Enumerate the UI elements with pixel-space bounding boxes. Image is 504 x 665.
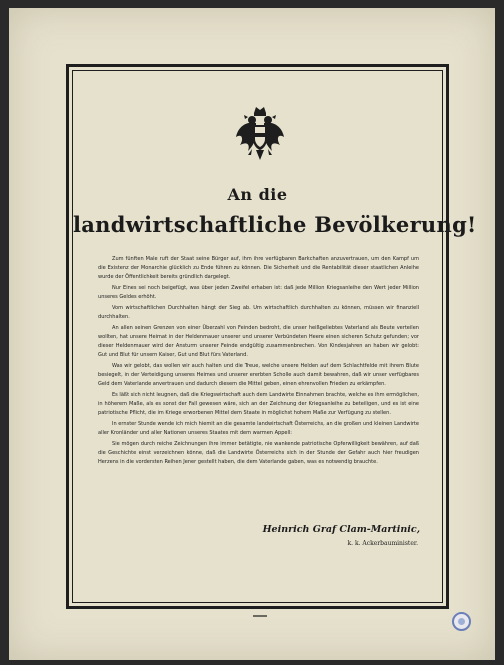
paragraph-2: Nur Eines sei noch beigefügt, was über jeden Zweifel erhaben ist: daß jede Million Kriegsanleihe den Wert jeder Million unseres Geldes erhöht.: [98, 285, 419, 300]
poster-title-line2: landwirtschaftliche Bevölkerung!: [73, 212, 477, 237]
library-stamp-icon: [452, 612, 471, 631]
paragraph-1: Zum fünften Male ruft der Staat seine Bürger auf, ihm ihre verfügbaren Barkchaften anzuvertrauen, um den Kampf um die Existenz der Monarchie glücklich zu Ende führen zu können. Die Sicherheit und die Rentabilität dieser staatlichen Anleihe wurde der Öffentlichkeit bereits gründlich dargelegt.: [98, 256, 419, 280]
printer-mark: [253, 615, 267, 617]
poster-inner-frame: [72, 70, 477, 603]
poster-body-text: [98, 255, 419, 469]
poster-title-line1: An die: [227, 185, 288, 204]
paragraph-5: Was wir gelobt, das wollen wir auch halten und die Treue, welche unsere Helden auf dem Schlachtfelde mit ihrem Blute besiegelt, in der Verteidigung unseres Heimes und unserer ererbten Scholle auch damit bewahren, daß wir unser verfügbares Geld dem Vaterlande anvertrauen und dadurch diesem die Mittel geben, einen ehrenvollen Frieden zu erkämpfen.: [98, 363, 419, 387]
signature-role: k. k. Ackerbauminister.: [347, 540, 418, 547]
poster-border-frame: [66, 64, 477, 609]
poster-sheet: [9, 8, 495, 660]
paragraph-8: Sie mögen durch reiche Zeichnungen ihre immer betätigte, nie wankende patriotische Opferwilligkeit bewähren, auf daß die Geschichte einst verzeichnen könne, daß die Landwirte Österreichs sich in der Stunde der Gefahr auch hier freudigen Herzens in die vordersten Reihen Jener gestellt haben, die dem Vaterlande gaben, was es notwendig brauchte.: [98, 441, 419, 466]
paragraph-3: Vom wirtschaftlichen Durchhalten hängt der Sieg ab. Um wirtschaftlich durchhalten zu können, müssen wir finanziell durchhalten.: [98, 305, 419, 321]
double-headed-eagle-icon: [234, 105, 286, 163]
signature-name: Heinrich Graf Clam-Martinic,: [262, 524, 420, 535]
paragraph-7: In ernster Stunde wende ich mich hiemit an die gesamte landwirtschaft Österreichs, an die großen und kleinen Landwirte aller Kronländer und aller Nationen unseres Staates mit dem warmen Appell:: [98, 421, 419, 437]
paragraph-6: Es läßt sich nicht leugnen, daß die Kriegswirtschaft auch dem Landwirte Einnahmen brachte, welche es ihm ermöglichen, in höherem Maße, als es sonst der Fall gewesen wäre, sich an der Zeichnung der Kriegsanleihe zu beteiligen, und es ist eine patriotische Pflicht, die im Kriege erworbenen Mittel dem Staate in möglichst hohem Maße zur Verfügung zu stellen.: [98, 392, 419, 416]
paragraph-4: An allen seinen Grenzen von einer Überzahl von Feinden bedroht, die unser heißgeliebtes Vaterland als Beute verteilen wollten, hat unsere Heimat in der Heldenmauer unserer und unserer Verbündeten Heere einen sicheren Schutz gefunden; vor dieser Heldenmauer wird der Ansturm unserer Feinde endgültig zusammenbrechen. Von Kindesjahren an haben wir gelobt: Gut und Blut für unsern Kaiser, Gut und Blut fürs Vaterland.: [98, 325, 419, 358]
signature-block: [263, 524, 420, 547]
